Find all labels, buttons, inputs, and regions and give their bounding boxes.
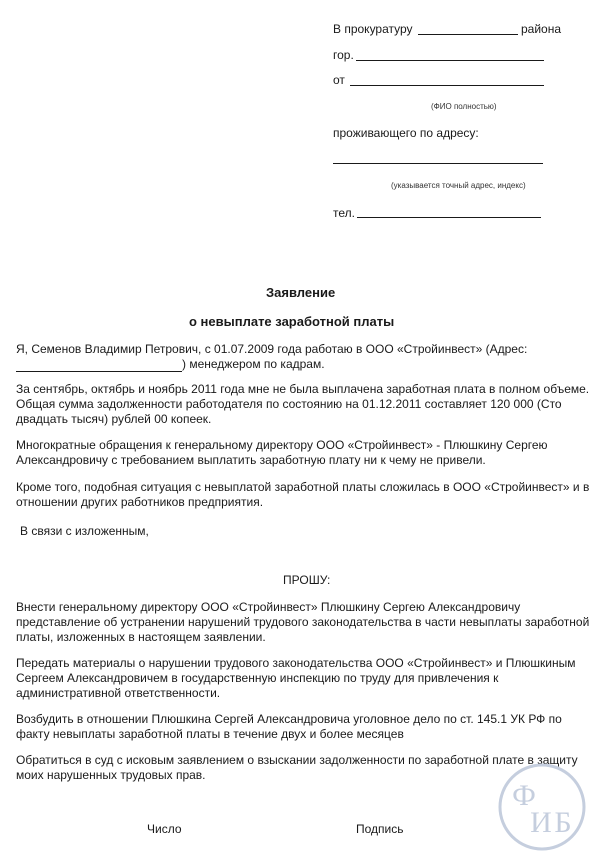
appeals-line-2: Александровичу с требованием выплатить заработную плату ни к чему не привели. bbox=[16, 453, 486, 467]
appeals-line-1: Многократные обращения к генеральному директору ООО «Стройинвест» - Плюшкину Сергею bbox=[16, 438, 548, 452]
city-label: гор. bbox=[333, 48, 354, 62]
prosecutor-label: В прокуратуру bbox=[333, 22, 413, 36]
district-blank-line bbox=[418, 34, 518, 35]
date-label: Число bbox=[147, 822, 182, 836]
paragraph-appeals bbox=[16, 438, 592, 468]
request1-line-2: представление об устранении нарушений трудового законодательства в части невыплаты заработной bbox=[16, 615, 590, 629]
paragraph-intro bbox=[16, 342, 592, 372]
intro-line-2: ) менеджером по кадрам. bbox=[16, 357, 592, 372]
residing-label: проживающего по адресу: bbox=[333, 126, 479, 140]
others-line-1: Кроме того, подобная ситуация с невыплатой заработной платы сложилась в ООО «Стройинвест» и в bbox=[16, 480, 590, 494]
paragraph-debt bbox=[16, 382, 592, 427]
signature-label: Подпись bbox=[356, 822, 404, 836]
fio-blank-line bbox=[350, 85, 544, 86]
fib-watermark-logo bbox=[497, 762, 587, 852]
document-title: Заявление bbox=[266, 285, 336, 300]
document-subtitle: о невыплате заработной платы bbox=[189, 314, 395, 329]
debt-line-2: Общая сумма задолженности работодателя по состоянию на 01.12.2011 составляет 120 000 (Сто bbox=[16, 397, 562, 411]
address-hint: (указывается точный адрес, индекс) bbox=[391, 181, 526, 190]
others-line-2: отношении других работников предприятия. bbox=[16, 495, 264, 509]
intro-line-1: Я, Семенов Владимир Петрович, с 01.07.2009 года работаю в ООО «Стройинвест» (Адрес: bbox=[16, 342, 528, 356]
phone-blank-line bbox=[357, 217, 541, 218]
request3-line-1: Возбудить в отношении Плюшкина Сергей Александровича уголовное дело по ст. 145.1 УК РФ по bbox=[16, 712, 562, 726]
request2-line-2: Сергеем Александровичем в государственную инспекцию по труду для привлечения к bbox=[16, 671, 499, 685]
watermark-letter-b: Б bbox=[554, 806, 572, 839]
request1-line-3: платы, изложенных в настоящем заявлении. bbox=[16, 630, 266, 644]
address-blank-line bbox=[333, 163, 543, 164]
phone-label: тел. bbox=[333, 206, 355, 220]
request-item-2 bbox=[16, 656, 592, 701]
request-item-1 bbox=[16, 600, 592, 645]
watermark-letter-f: Ф bbox=[512, 779, 536, 812]
district-label: района bbox=[521, 22, 562, 36]
paragraph-others bbox=[16, 480, 592, 510]
request-heading: ПРОШУ: bbox=[283, 573, 331, 587]
paragraph-conclusion: В связи с изложенным, bbox=[20, 524, 149, 538]
city-blank-line bbox=[356, 60, 544, 61]
request4-line-1: Обратиться в суд с исковым заявлением о взыскании задолженности по заработной плате в защиту bbox=[16, 753, 578, 767]
watermark-letter-i: И bbox=[530, 806, 552, 839]
address-inline-blank bbox=[16, 360, 182, 372]
request1-line-1: Внести генеральному директору ООО «Стройинвест» Плюшкину Сергею Александровичу bbox=[16, 600, 521, 614]
request2-line-1: Передать материалы о нарушении трудового законодательства ООО «Стройинвест» и Плюшкиным bbox=[16, 656, 576, 670]
request-item-3 bbox=[16, 712, 592, 742]
request2-line-3: административной ответственности. bbox=[16, 686, 221, 700]
from-label: от bbox=[333, 73, 345, 87]
fio-hint: (ФИО полностью) bbox=[431, 102, 497, 111]
debt-line-1: За сентябрь, октябрь и ноябрь 2011 года мне не была выплачена заработная плата в полном объеме. bbox=[16, 382, 590, 396]
request4-line-2: моих нарушенных трудовых прав. bbox=[16, 768, 206, 782]
request3-line-2: факту невыплаты заработной платы в течение двух и более месяцев bbox=[16, 727, 404, 741]
debt-line-3: двадцать тысяч) рублей 00 копеек. bbox=[16, 412, 212, 426]
